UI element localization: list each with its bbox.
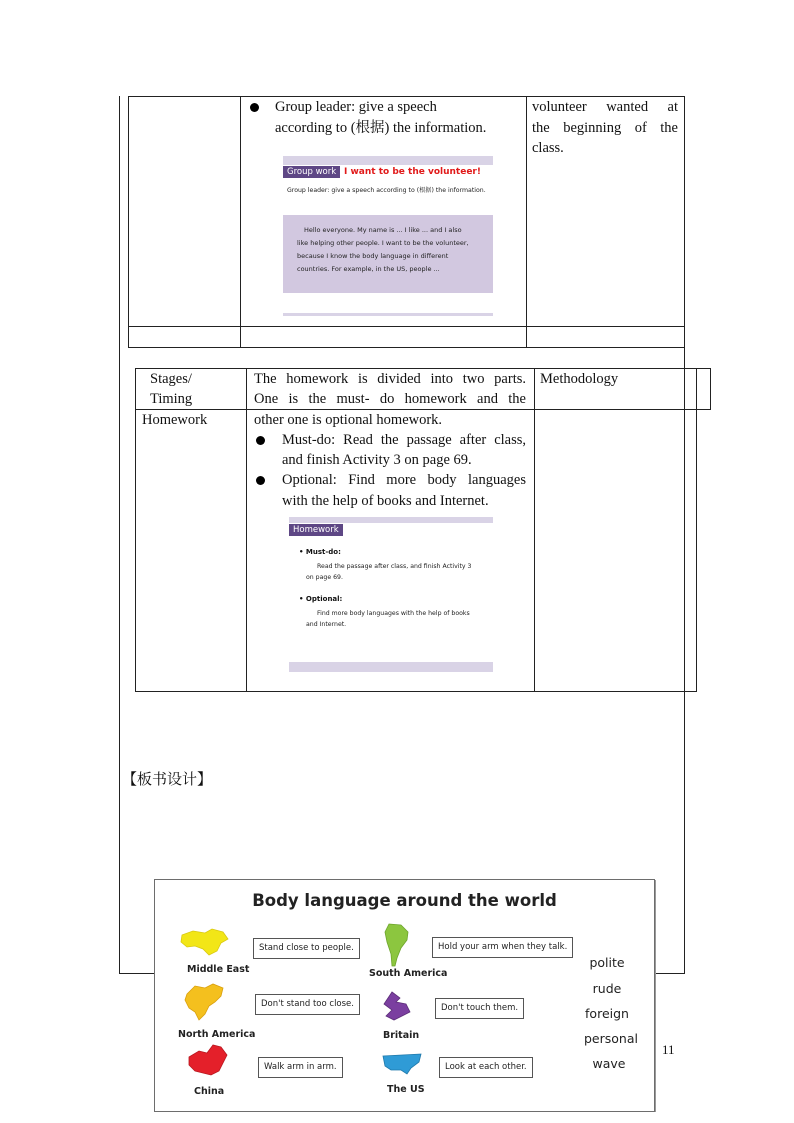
north-america-map-icon [183, 982, 227, 1022]
phrase-box: Stand close to people. [253, 938, 360, 959]
slide-subtitle: Group leader: give a speech according to (根据) the information. [287, 187, 486, 194]
speech-template-box [283, 215, 493, 293]
slide-tag: Group work [283, 166, 340, 178]
must-do-line: Must-do: Read the passage after class, [282, 432, 526, 448]
phrase-box: Don't stand too close. [255, 994, 360, 1015]
phrase-box: Hold your arm when they talk. [432, 937, 573, 958]
homework-desc-line: One is the must- do homework and the [254, 391, 526, 407]
south-america-map-icon [383, 922, 411, 968]
page-frame-right-lower [655, 880, 656, 1112]
speech-line: countries. For example, in the US, people ... [297, 265, 440, 273]
optional-line: Optional: Find more body languages [282, 472, 526, 488]
vocab-word: polite [589, 955, 625, 970]
slide-heading: I want to be the volunteer! [344, 167, 481, 177]
speech-line: because I know the body language in different [297, 252, 449, 260]
bullet-icon [256, 476, 265, 485]
timing-header: Timing [150, 391, 193, 407]
region-label: North America [178, 1029, 256, 1040]
slide-optional-line: Find more body languages with the help of books [317, 610, 470, 617]
page-frame-left [119, 96, 120, 973]
bullet-icon [250, 103, 259, 112]
optional-line: with the help of books and Internet. [282, 493, 489, 509]
slide-optional-line: and Internet. [306, 621, 347, 628]
phrase-box: Walk arm in arm. [258, 1057, 343, 1078]
slide-must-line: on page 69. [306, 574, 343, 581]
phrase-box: Don't touch them. [435, 998, 524, 1019]
speech-line: like helping other people. I want to be the volunteer, [297, 239, 469, 247]
region-label: South America [369, 968, 448, 979]
group-work-slide [283, 156, 493, 317]
bullet-icon [256, 436, 265, 445]
region-label: China [194, 1086, 225, 1097]
methodology-text-line: volunteer wanted at [532, 99, 678, 115]
must-do-line: and finish Activity 3 on page 69. [282, 452, 472, 468]
bullet-text-line: Group leader: give a speech [275, 99, 437, 115]
stage-name: Homework [142, 412, 208, 428]
board-title: Body language around the world [252, 891, 557, 910]
speech-line: Hello everyone. My name is ... I like ... and I also [304, 226, 462, 234]
vocab-word: wave [592, 1056, 626, 1071]
vocab-word: personal [584, 1031, 638, 1046]
page-frame-bottom-right [653, 973, 685, 974]
page-number: 11 [662, 1042, 675, 1057]
methodology-text-line: class. [532, 140, 564, 156]
middle-east-map-icon [179, 927, 231, 957]
region-label: Middle East [187, 964, 250, 975]
homework-slide [289, 517, 493, 672]
britain-map-icon [382, 990, 412, 1022]
vocab-word: foreign [585, 1006, 629, 1021]
methodology-header: Methodology [540, 371, 619, 387]
homework-desc-line: The homework is divided into two parts. [254, 371, 526, 387]
stages-header: Stages/ [150, 371, 192, 387]
region-label: Britain [383, 1030, 420, 1041]
region-label: The US [387, 1084, 425, 1095]
page-frame-right [684, 96, 685, 973]
board-design-heading: 【板书设计】 [122, 770, 213, 788]
vocab-word: rude [592, 981, 622, 996]
optional-title: • Optional: [299, 595, 343, 603]
bullet-text-line: according to (根据) the information. [275, 120, 487, 136]
methodology-text-line: the beginning of the [532, 120, 678, 136]
slide-tag: Homework [289, 524, 343, 536]
china-map-icon [185, 1043, 229, 1079]
homework-desc-line: other one is optional homework. [254, 412, 443, 428]
board-design-image [154, 879, 655, 1112]
slide-must-line: Read the passage after class, and finish Activity 3 [317, 563, 472, 570]
phrase-box: Look at each other. [439, 1057, 533, 1078]
must-do-title: • Must-do: [299, 548, 341, 556]
page-frame-bottom-left [119, 973, 155, 974]
the-us-map-icon [381, 1052, 423, 1076]
